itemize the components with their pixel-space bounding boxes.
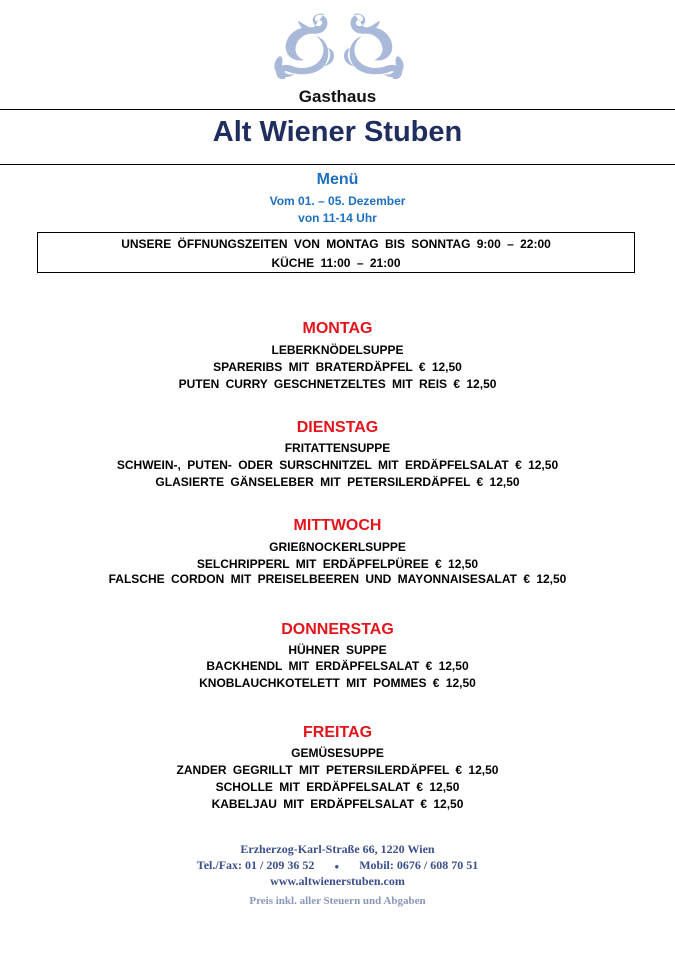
- dish-item: LEBERKNÖDELSUPPE: [271, 343, 404, 357]
- restaurant-name: Alt Wiener Stuben: [212, 116, 463, 148]
- phone-fax: Tel./Fax: 01 / 209 36 52: [196, 858, 315, 872]
- dish-item: SELCHRIPPERL MIT ERDÄPFELPÜREE € 12,50: [196, 557, 479, 571]
- opening-hours-line: UNSERE ÖFFNUNGSZEITEN VON MONTAG BIS SONNTAG 9:00 – 22:00: [121, 237, 551, 251]
- dish-item: ZANDER GEGRILLT MIT PETERSILERDÄPFEL € 12,50: [176, 763, 499, 777]
- day-heading-montag: MONTAG: [302, 320, 373, 337]
- dish-item: BACKHENDL MIT ERDÄPFELSALAT € 12,50: [206, 659, 469, 673]
- kitchen-hours-line: KÜCHE 11:00 – 21:00: [271, 256, 401, 270]
- dish-item: KABELJAU MIT ERDÄPFELSALAT € 12,50: [211, 797, 464, 811]
- dish-item: FRITATTENSUPPE: [284, 441, 391, 455]
- dish-item: SPARERIBS MIT BRATERDÄPFEL € 12,50: [213, 360, 462, 374]
- menu-heading: Menü: [316, 171, 359, 188]
- contact-line: [0, 858, 675, 873]
- divider-top: [0, 109, 675, 110]
- dish-item: SCHWEIN-, PUTEN- ODER SURSCHNITZEL MIT ERDÄPFELSALAT € 12,50: [116, 458, 559, 472]
- price-note: Preis inkl. aller Steuern und Abgaben: [249, 895, 426, 907]
- dish-item: GRIEßNOCKERLSUPPE: [269, 540, 406, 554]
- day-heading-mittwoch: MITTWOCH: [293, 517, 382, 534]
- menu-time-range: von 11-14 Uhr: [298, 211, 377, 225]
- divider-bottom: [0, 164, 675, 165]
- opening-hours-box: [37, 232, 635, 273]
- dish-item: GEMÜSESUPPE: [291, 746, 384, 760]
- website-link[interactable]: www.altwienerstuben.com: [270, 874, 405, 888]
- dish-item: HÜHNER SUPPE: [288, 643, 387, 657]
- mobile-number: Mobil: 0676 / 608 70 51: [359, 858, 479, 872]
- day-heading-dienstag: DIENSTAG: [296, 419, 379, 436]
- bullet-separator-icon: ●: [334, 861, 340, 871]
- dish-item: PUTEN CURRY GESCHNETZELTES MIT REIS € 12,50: [178, 377, 497, 391]
- dish-item: FALSCHE CORDON MIT PREISELBEEREN UND MAYONNAISESALAT € 12,50: [108, 572, 567, 586]
- restaurant-type: Gasthaus: [298, 87, 377, 106]
- day-heading-donnerstag: DONNERSTAG: [281, 621, 394, 638]
- scroll-ornament-icon: [272, 8, 406, 82]
- menu-date-range: Vom 01. – 05. Dezember: [269, 194, 406, 208]
- address: Erzherzog-Karl-Straße 66, 1220 Wien: [240, 842, 435, 856]
- dish-item: SCHOLLE MIT ERDÄPFELSALAT € 12,50: [215, 780, 460, 794]
- dish-item: KNOBLAUCHKOTELETT MIT POMMES € 12,50: [199, 676, 476, 690]
- day-heading-freitag: FREITAG: [302, 724, 373, 741]
- dish-item: GLASIERTE GÄNSELEBER MIT PETERSILERDÄPFEL € 12,50: [155, 475, 520, 489]
